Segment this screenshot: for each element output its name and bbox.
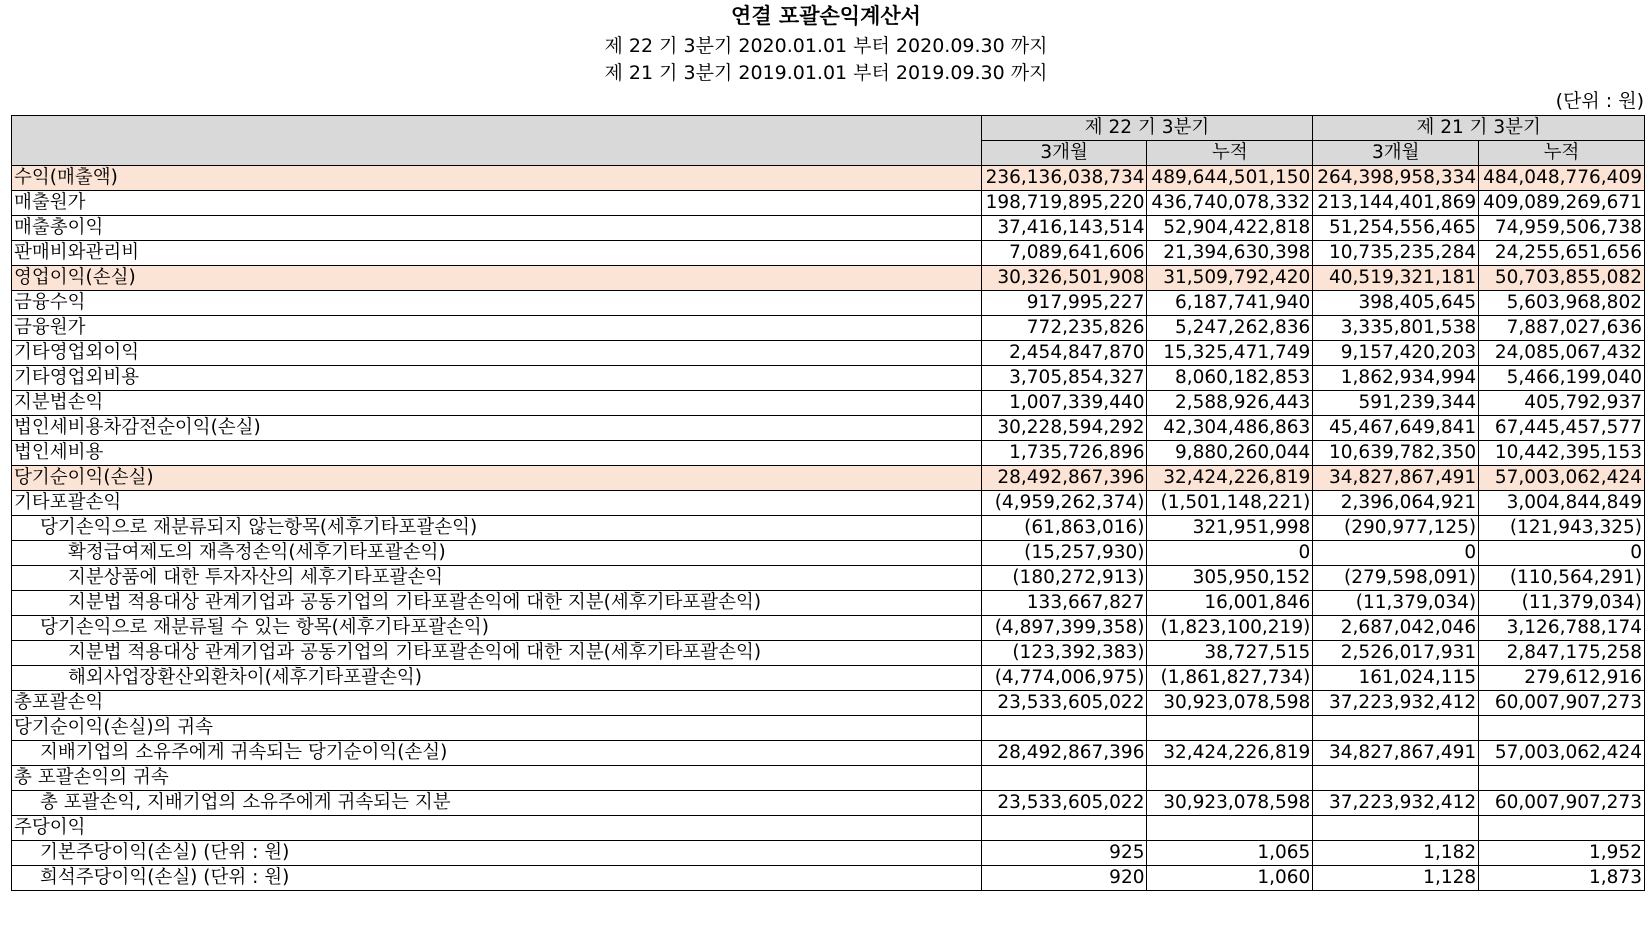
prior-three-months-cell: 37,223,932,412	[1313, 791, 1479, 816]
account-label: 총 포괄손익, 지배기업의 소유주에게 귀속되는 지분	[12, 791, 982, 816]
table-row	[12, 341, 1645, 366]
current-cumulative-cell: 30,923,078,598	[1147, 791, 1313, 816]
prior-cumulative-cell: 484,048,776,409	[1479, 166, 1645, 191]
current-cumulative-cell: 32,424,226,819	[1147, 741, 1313, 766]
account-label: 주당이익	[12, 816, 982, 841]
prior-cumulative-cell: 74,959,506,738	[1479, 216, 1645, 241]
prior-cumulative-cell	[1479, 766, 1645, 791]
prior-three-months-cell	[1313, 716, 1479, 741]
table-row	[12, 391, 1645, 416]
current-cumulative-cell: 489,644,501,150	[1147, 166, 1313, 191]
table-row	[12, 691, 1645, 716]
account-label: 금융수익	[12, 291, 982, 316]
table-body	[12, 166, 1645, 891]
current-cumulative-cell: 321,951,998	[1147, 516, 1313, 541]
current-cumulative-cell: 42,304,486,863	[1147, 416, 1313, 441]
prior-three-months-cell: 398,405,645	[1313, 291, 1479, 316]
table-row	[12, 616, 1645, 641]
current-three-months-cell: (61,863,016)	[981, 516, 1147, 541]
prior-cumulative-cell: 5,603,968,802	[1479, 291, 1645, 316]
table-row	[12, 516, 1645, 541]
current-three-months-cell: 28,492,867,396	[981, 741, 1147, 766]
account-label: 당기순이익(손실)의 귀속	[12, 716, 982, 741]
prior-three-months-cell: 0	[1313, 541, 1479, 566]
table-row	[12, 241, 1645, 266]
prior-three-months-cell: 40,519,321,181	[1313, 266, 1479, 291]
account-label: 매출총이익	[12, 216, 982, 241]
prior-three-months-cell: 34,827,867,491	[1313, 466, 1479, 491]
prior-cumulative-cell: 409,089,269,671	[1479, 191, 1645, 216]
prior-three-months-cell: 264,398,958,334	[1313, 166, 1479, 191]
prior-three-months-cell: 37,223,932,412	[1313, 691, 1479, 716]
current-three-months-cell: 2,454,847,870	[981, 341, 1147, 366]
prior-three-months-header: 3개월	[1313, 141, 1479, 166]
current-three-months-cell: (180,272,913)	[981, 566, 1147, 591]
current-cumulative-cell: 52,904,422,818	[1147, 216, 1313, 241]
prior-cumulative-cell	[1479, 716, 1645, 741]
income-statement-table	[11, 115, 1645, 891]
current-three-months-cell: (4,897,399,358)	[981, 616, 1147, 641]
current-cumulative-cell: (1,501,148,221)	[1147, 491, 1313, 516]
prior-period-header: 제 21 기 3분기	[1313, 116, 1645, 141]
current-cumulative-cell: (1,823,100,219)	[1147, 616, 1313, 641]
current-three-months-cell: 917,995,227	[981, 291, 1147, 316]
table-row	[12, 816, 1645, 841]
prior-three-months-cell: 591,239,344	[1313, 391, 1479, 416]
account-label: 해외사업장환산외환차이(세후기타포괄손익)	[12, 666, 982, 691]
account-label: 희석주당이익(손실) (단위 : 원)	[12, 866, 982, 891]
current-cumulative-cell: 16,001,846	[1147, 591, 1313, 616]
prior-cumulative-cell: 3,004,844,849	[1479, 491, 1645, 516]
table-row	[12, 491, 1645, 516]
prior-cumulative-cell: (110,564,291)	[1479, 566, 1645, 591]
current-cumulative-cell: 6,187,741,940	[1147, 291, 1313, 316]
current-three-months-cell: 30,326,501,908	[981, 266, 1147, 291]
account-label: 영업이익(손실)	[12, 266, 982, 291]
current-three-months-cell: 133,667,827	[981, 591, 1147, 616]
current-three-months-cell: 772,235,826	[981, 316, 1147, 341]
prior-three-months-cell	[1313, 816, 1479, 841]
table-row	[12, 541, 1645, 566]
prior-three-months-cell: 2,526,017,931	[1313, 641, 1479, 666]
current-three-months-cell: 23,533,605,022	[981, 791, 1147, 816]
account-header	[12, 116, 982, 166]
current-three-months-cell: (15,257,930)	[981, 541, 1147, 566]
account-label: 법인세비용	[12, 441, 982, 466]
current-cumulative-cell: 436,740,078,332	[1147, 191, 1313, 216]
current-cumulative-cell: (1,861,827,734)	[1147, 666, 1313, 691]
prior-three-months-cell: 9,157,420,203	[1313, 341, 1479, 366]
prior-cumulative-cell: 2,847,175,258	[1479, 641, 1645, 666]
current-cumulative-cell	[1147, 716, 1313, 741]
prior-cumulative-cell: 50,703,855,082	[1479, 266, 1645, 291]
prior-cumulative-header: 누적	[1479, 141, 1645, 166]
current-cumulative-cell	[1147, 766, 1313, 791]
account-label: 총 포괄손익의 귀속	[12, 766, 982, 791]
prior-three-months-cell: 161,024,115	[1313, 666, 1479, 691]
table-row	[12, 466, 1645, 491]
table-row	[12, 166, 1645, 191]
prior-cumulative-cell: 3,126,788,174	[1479, 616, 1645, 641]
table-row	[12, 566, 1645, 591]
account-label: 당기순이익(손실)	[12, 466, 982, 491]
current-cumulative-cell: 31,509,792,420	[1147, 266, 1313, 291]
current-cumulative-cell: 15,325,471,749	[1147, 341, 1313, 366]
table-row	[12, 441, 1645, 466]
current-three-months-cell: 3,705,854,327	[981, 366, 1147, 391]
account-label: 당기손익으로 재분류될 수 있는 항목(세후기타포괄손익)	[12, 616, 982, 641]
prior-three-months-cell: 10,639,782,350	[1313, 441, 1479, 466]
current-three-months-cell: 1,735,726,896	[981, 441, 1147, 466]
account-label: 기타영업외비용	[12, 366, 982, 391]
current-cumulative-header: 누적	[1147, 141, 1313, 166]
account-label: 법인세비용차감전순이익(손실)	[12, 416, 982, 441]
prior-three-months-cell: 213,144,401,869	[1313, 191, 1479, 216]
prior-three-months-cell	[1313, 766, 1479, 791]
prior-three-months-cell: 1,182	[1313, 841, 1479, 866]
current-cumulative-cell	[1147, 816, 1313, 841]
prior-cumulative-cell: 60,007,907,273	[1479, 791, 1645, 816]
account-label: 기본주당이익(손실) (단위 : 원)	[12, 841, 982, 866]
table-row	[12, 766, 1645, 791]
table-row	[12, 666, 1645, 691]
prior-period: 제 21 기 3분기 2019.01.01 부터 2019.09.30 까지	[604, 62, 1048, 84]
prior-cumulative-cell: (121,943,325)	[1479, 516, 1645, 541]
prior-cumulative-cell: 5,466,199,040	[1479, 366, 1645, 391]
prior-cumulative-cell: 67,445,457,577	[1479, 416, 1645, 441]
table-row	[12, 416, 1645, 441]
prior-cumulative-cell: 60,007,907,273	[1479, 691, 1645, 716]
table-row	[12, 866, 1645, 891]
current-cumulative-cell: 38,727,515	[1147, 641, 1313, 666]
account-label: 판매비와관리비	[12, 241, 982, 266]
current-three-months-cell: 30,228,594,292	[981, 416, 1147, 441]
table-row	[12, 191, 1645, 216]
current-cumulative-cell: 1,065	[1147, 841, 1313, 866]
prior-cumulative-cell: 405,792,937	[1479, 391, 1645, 416]
statement-title: 연결 포괄손익계산서	[731, 4, 921, 28]
prior-three-months-cell: 1,862,934,994	[1313, 366, 1479, 391]
current-three-months-cell	[981, 766, 1147, 791]
current-three-months-cell: (123,392,383)	[981, 641, 1147, 666]
current-cumulative-cell: 5,247,262,836	[1147, 316, 1313, 341]
current-cumulative-cell: 9,880,260,044	[1147, 441, 1313, 466]
current-period: 제 22 기 3분기 2020.01.01 부터 2020.09.30 까지	[604, 35, 1048, 57]
table-header	[12, 116, 1645, 166]
current-cumulative-cell: 2,588,926,443	[1147, 391, 1313, 416]
current-cumulative-cell: 0	[1147, 541, 1313, 566]
current-three-months-cell: 37,416,143,514	[981, 216, 1147, 241]
account-label: 지배기업의 소유주에게 귀속되는 당기순이익(손실)	[12, 741, 982, 766]
current-period-header: 제 22 기 3분기	[981, 116, 1313, 141]
prior-cumulative-cell: 7,887,027,636	[1479, 316, 1645, 341]
prior-cumulative-cell: 279,612,916	[1479, 666, 1645, 691]
current-three-months-cell: 925	[981, 841, 1147, 866]
prior-three-months-cell: 51,254,556,465	[1313, 216, 1479, 241]
table-row	[12, 716, 1645, 741]
account-label: 지분법 적용대상 관계기업과 공동기업의 기타포괄손익에 대한 지분(세후기타포괄손익)	[12, 591, 982, 616]
prior-three-months-cell: 10,735,235,284	[1313, 241, 1479, 266]
table-row	[12, 216, 1645, 241]
current-cumulative-cell: 32,424,226,819	[1147, 466, 1313, 491]
account-label: 매출원가	[12, 191, 982, 216]
account-label: 총포괄손익	[12, 691, 982, 716]
table-row	[12, 266, 1645, 291]
account-label: 기타영업외이익	[12, 341, 982, 366]
current-three-months-cell	[981, 716, 1147, 741]
prior-three-months-cell: 2,396,064,921	[1313, 491, 1479, 516]
account-label: 수익(매출액)	[12, 166, 982, 191]
current-three-months-cell: 7,089,641,606	[981, 241, 1147, 266]
prior-cumulative-cell: 1,952	[1479, 841, 1645, 866]
current-three-months-cell: 23,533,605,022	[981, 691, 1147, 716]
account-label: 당기손익으로 재분류되지 않는항목(세후기타포괄손익)	[12, 516, 982, 541]
unit-label: (단위 : 원)	[1555, 90, 1644, 112]
account-label: 지분법 적용대상 관계기업과 공동기업의 기타포괄손익에 대한 지분(세후기타포괄손익)	[12, 641, 982, 666]
prior-cumulative-cell: (11,379,034)	[1479, 591, 1645, 616]
table-row	[12, 791, 1645, 816]
account-label: 확정급여제도의 재측정손익(세후기타포괄손익)	[12, 541, 982, 566]
current-cumulative-cell: 8,060,182,853	[1147, 366, 1313, 391]
current-three-months-cell	[981, 816, 1147, 841]
prior-cumulative-cell: 0	[1479, 541, 1645, 566]
current-cumulative-cell: 30,923,078,598	[1147, 691, 1313, 716]
prior-cumulative-cell: 24,255,651,656	[1479, 241, 1645, 266]
current-three-months-cell: 920	[981, 866, 1147, 891]
prior-cumulative-cell: 1,873	[1479, 866, 1645, 891]
prior-cumulative-cell: 10,442,395,153	[1479, 441, 1645, 466]
prior-three-months-cell: 1,128	[1313, 866, 1479, 891]
table-row	[12, 366, 1645, 391]
current-cumulative-cell: 1,060	[1147, 866, 1313, 891]
table-row	[12, 316, 1645, 341]
prior-cumulative-cell: 57,003,062,424	[1479, 741, 1645, 766]
current-three-months-cell: 198,719,895,220	[981, 191, 1147, 216]
prior-cumulative-cell	[1479, 816, 1645, 841]
prior-three-months-cell: (11,379,034)	[1313, 591, 1479, 616]
table-row	[12, 641, 1645, 666]
current-cumulative-cell: 21,394,630,398	[1147, 241, 1313, 266]
account-label: 지분법손익	[12, 391, 982, 416]
prior-cumulative-cell: 24,085,067,432	[1479, 341, 1645, 366]
prior-three-months-cell: 34,827,867,491	[1313, 741, 1479, 766]
current-cumulative-cell: 305,950,152	[1147, 566, 1313, 591]
current-three-months-cell: 236,136,038,734	[981, 166, 1147, 191]
table-row	[12, 591, 1645, 616]
prior-three-months-cell: (279,598,091)	[1313, 566, 1479, 591]
current-three-months-cell: (4,774,006,975)	[981, 666, 1147, 691]
account-label: 기타포괄손익	[12, 491, 982, 516]
account-label: 지분상품에 대한 투자자산의 세후기타포괄손익	[12, 566, 982, 591]
table-row	[12, 741, 1645, 766]
prior-three-months-cell: 2,687,042,046	[1313, 616, 1479, 641]
table-row	[12, 291, 1645, 316]
prior-cumulative-cell: 57,003,062,424	[1479, 466, 1645, 491]
current-three-months-cell: 1,007,339,440	[981, 391, 1147, 416]
table-row	[12, 841, 1645, 866]
current-three-months-cell: 28,492,867,396	[981, 466, 1147, 491]
prior-three-months-cell: 45,467,649,841	[1313, 416, 1479, 441]
current-three-months-cell: (4,959,262,374)	[981, 491, 1147, 516]
account-label: 금융원가	[12, 316, 982, 341]
prior-three-months-cell: (290,977,125)	[1313, 516, 1479, 541]
prior-three-months-cell: 3,335,801,538	[1313, 316, 1479, 341]
current-three-months-header: 3개월	[981, 141, 1147, 166]
